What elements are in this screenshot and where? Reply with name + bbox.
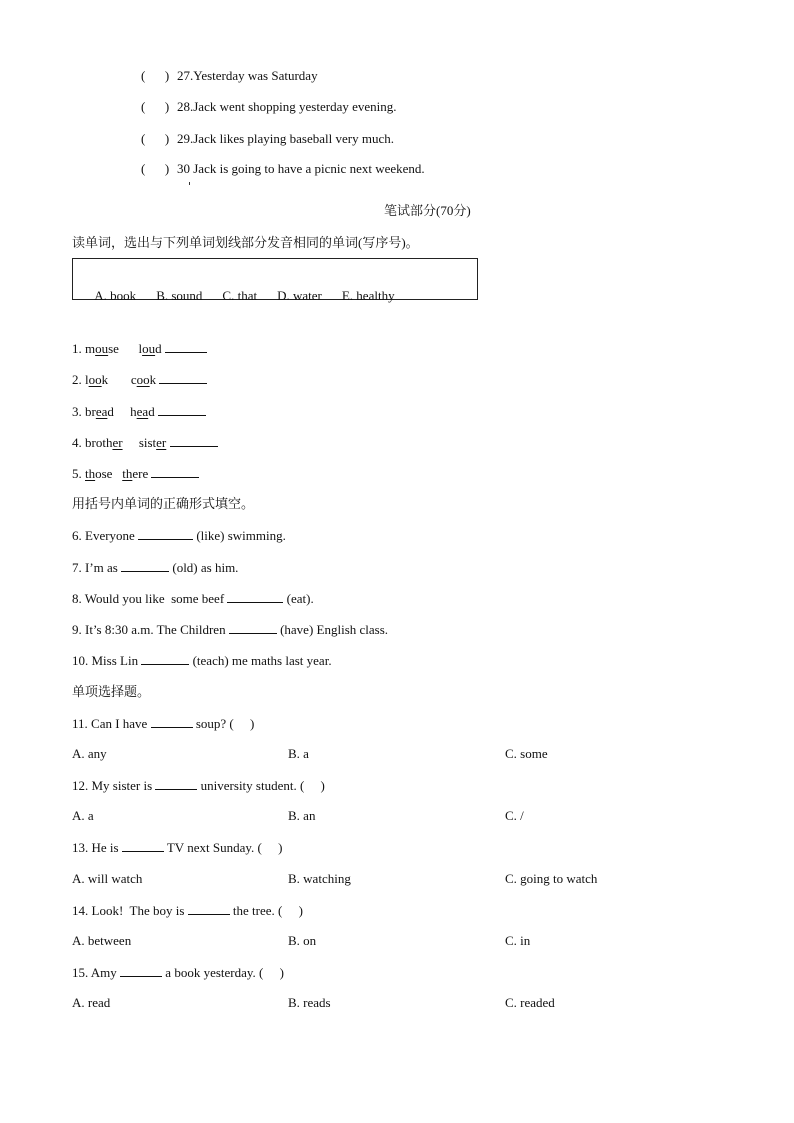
answer-blank[interactable] xyxy=(165,340,207,353)
mc-options xyxy=(0,746,794,762)
choice-a[interactable]: A. will watch xyxy=(72,871,143,886)
choice-c[interactable]: C. in xyxy=(505,933,531,948)
phonics-item: 2. look cook xyxy=(72,371,207,388)
choice-a[interactable]: A. a xyxy=(72,808,94,823)
fill-item: 8. Would you like some beef (eat). xyxy=(72,591,314,606)
choice-a[interactable]: A. between xyxy=(72,933,132,948)
option-a: A. book xyxy=(94,288,137,303)
options-box xyxy=(72,258,478,303)
fill-item: 10. Miss Lin (teach) me maths last year. xyxy=(72,653,332,668)
choice-b[interactable]: B. reads xyxy=(288,995,331,1010)
choice-b[interactable]: B. watching xyxy=(288,871,351,886)
answer-bracket[interactable]: ( ) xyxy=(141,161,170,176)
tf-text: 29.Jack likes playing baseball very much. xyxy=(177,131,394,146)
tf-text: 30 Jack is going to have a picnic next weekend. xyxy=(177,161,425,176)
phonics-item: 4. brother sister xyxy=(72,434,218,451)
choice-c[interactable]: C. some xyxy=(505,746,548,761)
tf-item xyxy=(141,99,397,115)
mc-question: 12. My sister is university student. ( ) xyxy=(72,778,325,793)
fill-item: 6. Everyone (like) swimming. xyxy=(72,528,286,543)
answer-blank[interactable] xyxy=(141,652,189,665)
answer-blank[interactable] xyxy=(159,371,207,384)
answer-blank[interactable] xyxy=(170,434,218,447)
mc-options xyxy=(0,995,794,1011)
answer-blank[interactable] xyxy=(229,621,277,634)
tf-text: 27.Yesterday was Saturday xyxy=(177,68,318,83)
fill-item: 7. I’m as (old) as him. xyxy=(72,560,239,575)
stray-mark xyxy=(189,182,190,185)
mc-options xyxy=(0,933,794,949)
tf-item xyxy=(141,161,425,177)
written-part-title: 笔试部分(70分) xyxy=(384,203,471,218)
tf-item xyxy=(141,68,318,84)
option-b: B. sound xyxy=(156,288,203,303)
phonics-item: 1. mouse loud xyxy=(72,340,207,357)
section-instruction: 单项选择题。 xyxy=(72,684,151,699)
tf-text: 28.Jack went shopping yesterday evening. xyxy=(177,99,397,114)
choice-a[interactable]: A. any xyxy=(72,746,107,761)
answer-bracket[interactable]: ( ) xyxy=(141,131,170,146)
answer-blank[interactable] xyxy=(151,715,193,728)
answer-blank[interactable] xyxy=(122,839,164,852)
answer-blank[interactable] xyxy=(227,590,283,603)
section-instruction: 读单词，选出与下列单词划线部分发音相同的单词(写序号)。 xyxy=(72,235,419,250)
answer-blank[interactable] xyxy=(158,403,206,416)
answer-blank[interactable] xyxy=(121,559,169,572)
phonics-item: 3. bread head xyxy=(72,403,206,420)
choice-a[interactable]: A. read xyxy=(72,995,111,1010)
choice-b[interactable]: B. an xyxy=(288,808,316,823)
choice-c[interactable]: C. going to watch xyxy=(505,871,598,886)
answer-bracket[interactable]: ( ) xyxy=(141,68,170,83)
mc-options xyxy=(0,871,794,887)
mc-options xyxy=(0,808,794,824)
answer-blank[interactable] xyxy=(120,964,162,977)
choice-c[interactable]: C. / xyxy=(505,808,524,823)
option-d: D. water xyxy=(277,288,322,303)
mc-question: 13. He is TV next Sunday. ( ) xyxy=(72,840,283,855)
answer-blank[interactable] xyxy=(155,777,197,790)
option-c: C. that xyxy=(222,288,258,303)
mc-question: 14. Look! The boy is the tree. ( ) xyxy=(72,903,303,918)
option-e: E. healthy xyxy=(341,288,395,303)
choice-b[interactable]: B. on xyxy=(288,933,317,948)
answer-blank[interactable] xyxy=(138,527,193,540)
phonics-item: 5. those there xyxy=(72,465,199,482)
choice-b[interactable]: B. a xyxy=(288,746,309,761)
answer-bracket[interactable]: ( ) xyxy=(141,99,170,114)
tf-item xyxy=(141,131,394,147)
fill-item: 9. It’s 8:30 a.m. The Children (have) English class. xyxy=(72,622,389,637)
answer-blank[interactable] xyxy=(188,902,230,915)
choice-c[interactable]: C. readed xyxy=(505,995,555,1010)
mc-question: 15. Amy a book yesterday. ( ) xyxy=(72,965,284,980)
section-instruction: 用括号内单词的正确形式填空。 xyxy=(72,496,255,511)
answer-blank[interactable] xyxy=(151,465,199,478)
mc-question: 11. Can I have soup? ( ) xyxy=(72,716,255,731)
